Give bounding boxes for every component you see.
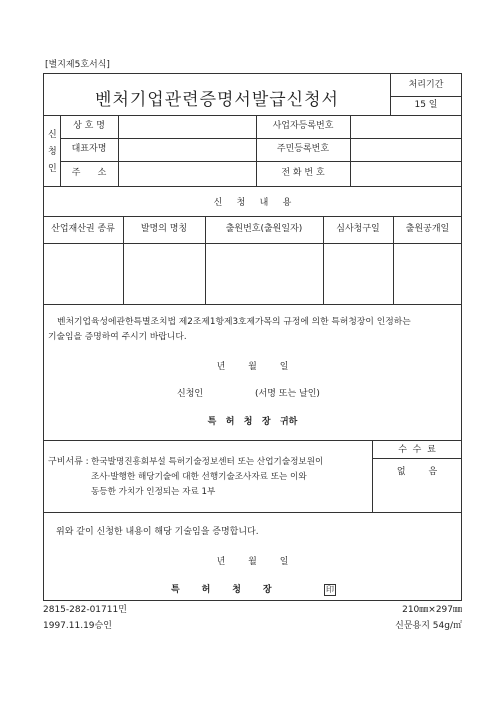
processing-period-value: 15 일: [414, 100, 438, 110]
required-documents-label: 구비서류 :: [48, 457, 89, 467]
sign-or-seal-label: (서명 또는 날인): [255, 389, 320, 399]
form-number-label: [별지제5호서식]: [45, 60, 110, 70]
certification-date: 년 월 일: [216, 557, 289, 567]
paper-type: 신문용지 54g/㎡: [395, 621, 462, 631]
request-date: 년 월 일: [216, 362, 289, 372]
address-label: 주 소: [71, 168, 107, 178]
processing-period-label: 처리기간: [408, 80, 444, 90]
required-documents-line-3: 동등한 가치가 인정되는 자료 1부: [91, 487, 216, 497]
request-body-2: 기술임을 증명하여 주시기 바랍니다.: [48, 332, 187, 342]
col-publication-date: 출원공개일: [405, 224, 450, 234]
applicant-section-label: 신청인: [48, 130, 57, 174]
request-body: 벤처기업육성에관한특별조치법 제2조제1항제3호제가목의 규정에 의한 특허청장이 인정하는: [57, 317, 411, 327]
seal-mark: 印: [326, 585, 334, 594]
certification-text: 위와 같이 신청한 내용이 해당 기술임을 증명합니다.: [56, 527, 259, 537]
company-name-label: 상 호 명: [73, 121, 105, 131]
business-reg-no-label: 사업자등록번호: [272, 121, 334, 131]
required-documents-line-2: 조사·발행한 해당기술에 대한 선행기술조사자료 또는 이와: [91, 472, 307, 482]
representative-label: 대표자명: [71, 144, 107, 154]
approval-date: 1997.11.19승인: [43, 621, 112, 631]
form-code: 2815-282-01711민: [43, 605, 127, 615]
col-exam-request-date: 심사청구일: [336, 224, 380, 234]
col-application-number: 출원번호(출원일자): [225, 224, 303, 234]
recipient-line: 특 허 청 장 귀하: [207, 417, 298, 427]
col-ip-type: 산업재산권 종류: [51, 224, 115, 234]
applicant-sign-label: 신청인: [177, 389, 204, 399]
fee-label: 수 수 료: [398, 445, 436, 455]
col-invention-title: 발명의 명칭: [140, 224, 188, 234]
issuer-name: 특 허 청 장: [171, 585, 272, 595]
form-title: 벤처기업관련증명서발급신청서: [95, 90, 339, 110]
paper-size: 210㎜×297㎜: [402, 605, 462, 615]
phone-label: 전 화 번 호: [281, 168, 325, 178]
application-details-heading: 신 청 내 용: [213, 198, 292, 208]
fee-value: 없 음: [396, 467, 438, 477]
resident-reg-no-label: 주민등록번호: [276, 144, 330, 154]
required-documents-line-1: 한국발명진흥회부설 특허기술정보센터 또는 산업기술정보원이: [91, 457, 324, 467]
